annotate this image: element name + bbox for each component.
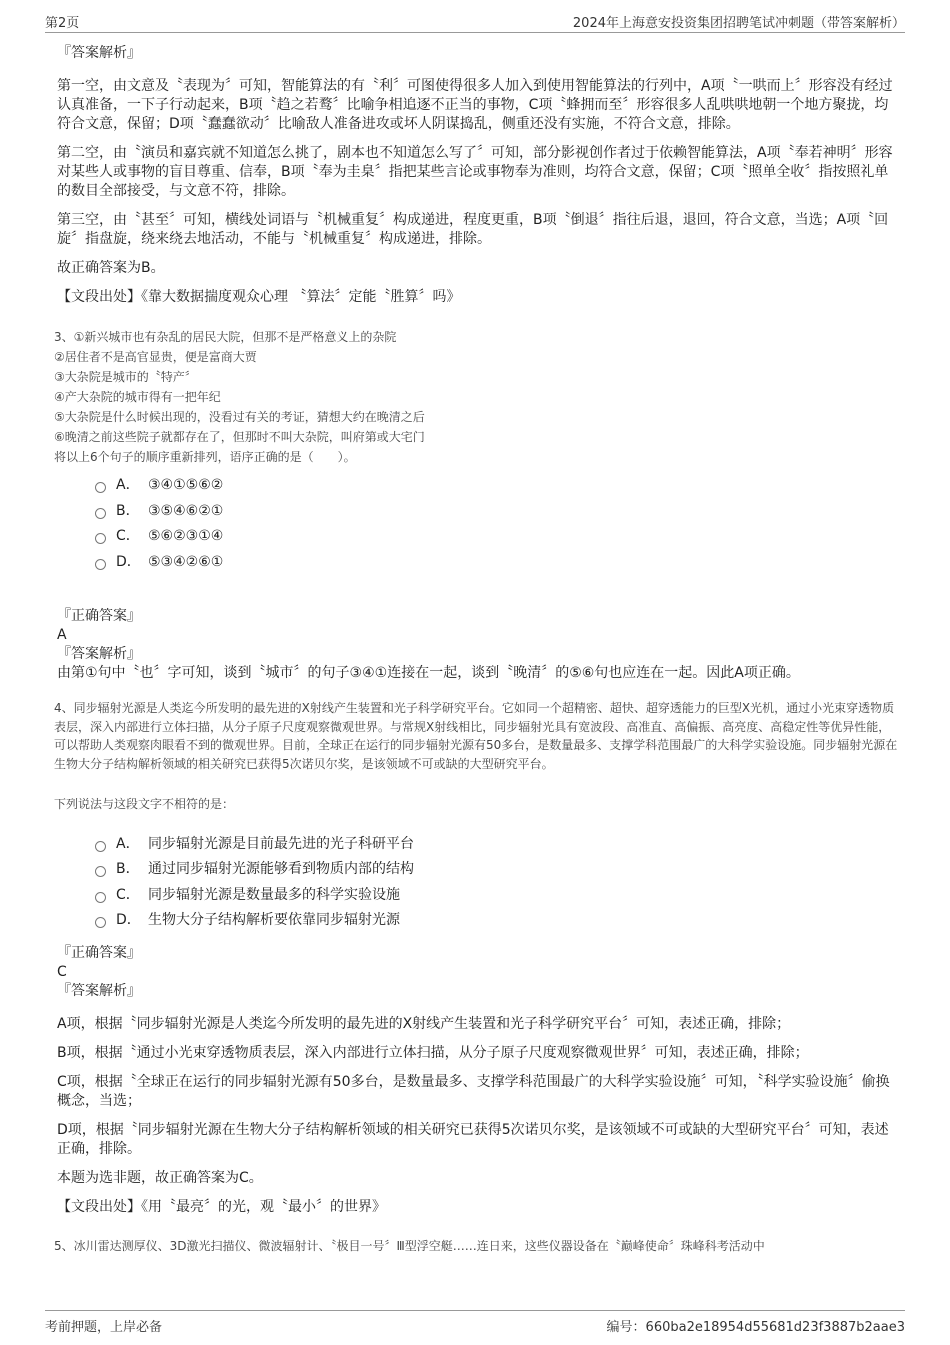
document-id: 编号：660ba2e18954d55681d23f3887b2aae3 xyxy=(606,1320,905,1335)
q4-analysis-para-a: A项，根据〝同步辐射光源是人类迄今所发明的最先进的X射线产生装置和光子科学研究平台〞可知，表述正确，排除； xyxy=(57,1015,791,1032)
q3-option-a[interactable] xyxy=(95,473,902,499)
question-5 xyxy=(54,1237,902,1256)
radio-icon[interactable] xyxy=(95,866,106,877)
q3-line-6: ⑥晚清之前这些院子就都存在了，但那时不叫大杂院，叫府第或大宅门 xyxy=(54,430,425,444)
question-4 xyxy=(54,699,902,814)
q4-analysis-para-c: C项，根据〝全球正在运行的同步辐射光源有50多台，是数量最多、支撑学科范围最广的大科学实验设施〞可知，〝科学实验设施〞偷换概念，当选； xyxy=(57,1073,890,1109)
q2-source: 【文段出处】《靠大数据揣度观众心理 〝算法〞定能〝胜算〞吗》 xyxy=(57,289,461,305)
q3-line-2: ②居住者不是高官显贵，便是富商大贾 xyxy=(54,350,257,364)
option-text: 同步辐射光源是数量最多的科学实验设施 xyxy=(148,886,400,903)
q4-option-d[interactable] xyxy=(95,908,902,934)
option-key: A． xyxy=(116,835,140,852)
q3-analysis: 由第①句中〝也〞字可知，谈到〝城市〞的句子③④①连接在一起，谈到〝晚清〞的⑤⑥句也应连在一起。因此A项正确。 xyxy=(57,665,800,681)
option-key: B． xyxy=(116,502,140,519)
q4-conclusion: 本题为选非题，故正确答案为C。 xyxy=(57,1169,263,1186)
option-text: ③④①⑤⑥② xyxy=(148,477,224,493)
q4-option-a[interactable] xyxy=(95,832,902,858)
document-title: 2024年上海意安投资集团招聘笔试冲刺题（带答案解析） xyxy=(572,16,905,31)
q4-analysis-para-d: D项，根据〝同步辐射光源在生物大分子结构解析领域的相关研究已获得5次诺贝尔奖，是该领域不可或缺的大型研究平台〞可知，表述正确，排除。 xyxy=(57,1121,889,1157)
q2-analysis-para-1: 第一空，由文意及〝表现为〞可知，智能算法的有〝利〞可图使得很多人加入到使用智能算法的行列中，A项〝一哄而上〞形容没有经过认真准备，一下子行动起来，B项〝趋之若鹜〞比喻争相追逐不正当的事物，C项〝蜂拥而至〞形容很多人乱哄哄地朝一个地方聚拢，均符合文意，保留；D项〝蠢蠢欲动〞比喻敌人准备进攻或坏人阴谋捣乱，侧重还没有实施，不符合文意，排除。 xyxy=(57,78,893,132)
q3-analysis-label: 『答案解析』 xyxy=(57,646,141,662)
q3-correct-label: 『正确答案』 xyxy=(57,608,141,624)
q3-option-d[interactable] xyxy=(95,550,902,576)
q3-line-4: ④产大杂院的城市得有一把年纪 xyxy=(54,390,221,404)
option-key: D． xyxy=(116,553,141,570)
option-key: A． xyxy=(116,477,140,493)
page-footer xyxy=(45,1310,905,1337)
q4-question: 下列说法与这段文字不相符的是： xyxy=(54,797,235,811)
option-key: C． xyxy=(116,886,140,903)
radio-icon[interactable] xyxy=(95,559,106,570)
q3-option-c[interactable] xyxy=(95,524,902,550)
q3-option-b[interactable] xyxy=(95,499,902,525)
page-header xyxy=(45,8,905,33)
option-key: D． xyxy=(116,912,141,928)
option-text: 生物大分子结构解析要依靠同步辐射光源 xyxy=(148,912,400,928)
q3-line-3: ③大杂院是城市的〝特产〞 xyxy=(54,370,197,384)
footer-slogan: 考前押题，上岸必备 xyxy=(45,1320,163,1335)
q2-analysis-para-2: 第二空，由〝演员和嘉宾就不知道怎么挑了，剧本也不知道怎么写了〞可知，部分影视创作者过于依赖智能算法，A项〝奉若神明〞形容对某些人或事物的盲目尊重、信奉，B项〝奉为圭臬〞指把某些言论或事物奉为准则，均符合文意，保留；C项〝照单全收〞指按照礼单的数目全部接受，与文意不符，排除。 xyxy=(57,145,893,199)
radio-icon[interactable] xyxy=(95,533,106,544)
radio-icon[interactable] xyxy=(95,508,106,519)
q3-options xyxy=(95,473,902,575)
option-text: 通过同步辐射光源能够看到物质内部的结构 xyxy=(148,861,414,877)
radio-icon[interactable] xyxy=(95,892,106,903)
q5-stem: 5、冰川雷达测厚仪、3D激光扫描仪、微波辐射计、〝极目一号〞Ⅲ型浮空艇……连日来，这些仪器设备在〝巅峰使命〞珠峰科考活动中 xyxy=(54,1238,765,1253)
q4-analysis-para-b: B项，根据〝通过小光束穿透物质表层，深入内部进行立体扫描，从分子原子尺度观察微观世界〞可知，表述正确，排除； xyxy=(57,1044,809,1061)
page-content xyxy=(54,44,902,1255)
option-text: 同步辐射光源是目前最先进的光子科研平台 xyxy=(148,835,414,852)
q3-correct-answer: A xyxy=(57,627,67,643)
radio-icon[interactable] xyxy=(95,917,106,928)
q4-source: 【文段出处】《用〝最亮〞的光，观〝最小〞的世界》 xyxy=(57,1198,386,1215)
q2-analysis-para-3: 第三空，由〝甚至〞可知，横线处词语与〝机械重复〞构成递进，程度更重，B项〝倒退〞指往后退，退回，符合文意，当选；A项〝回旋〞指盘旋，绕来绕去地活动，不能与〝机械重复〞构成递进，排除。 xyxy=(57,212,889,247)
q3-line-5: ⑤大杂院是什么时候出现的，没看过有关的考证，猜想大约在晚清之后 xyxy=(54,410,425,424)
question-3 xyxy=(54,327,902,467)
radio-icon[interactable] xyxy=(95,841,106,852)
q2-conclusion: 故正确答案为B。 xyxy=(57,260,165,276)
q4-option-b[interactable] xyxy=(95,857,902,883)
q3-prompt: 将以上6个句子的顺序重新排列，语序正确的是（ ）。 xyxy=(54,450,356,464)
q4-options xyxy=(95,832,902,934)
option-key: B． xyxy=(116,861,140,877)
q4-correct-label: 『正确答案』 xyxy=(57,944,141,961)
option-key: C． xyxy=(116,528,140,544)
q4-correct-answer: C xyxy=(57,963,67,980)
q4-option-c[interactable] xyxy=(95,883,902,909)
q4-stem: 4、同步辐射光源是人类迄今所发明的最先进的X射线产生装置和光子科学研究平台。它如同一个超精密、超快、超穿透能力的巨型X光机，通过小光束穿透物质表层，深入内部进行立体扫描，从分子原子尺度观察微观世界。与常规X射线相比，同步辐射光具有宽波段、高准直、高偏振、高亮度、高稳定性等优异性能，可以帮助人类观察肉眼看不到的微观世界。目前，全球正在运行的同步辐射光源有50多台，是数量最多、支撑学科范围最广的大科学实验设施。同步辐射光源在生物大分子结构解析领域的相关研究已获得5次诺贝尔奖，是该领域不可或缺的大型研究平台。 xyxy=(54,701,898,771)
q4-analysis-label: 『答案解析』 xyxy=(57,982,141,999)
option-text: ⑤③④②⑥① xyxy=(148,553,224,570)
radio-icon[interactable] xyxy=(95,482,106,493)
q3-line-1: 3、①新兴城市也有杂乱的居民大院，但那不是严格意义上的杂院 xyxy=(54,330,397,344)
page-number: 第2页 xyxy=(45,16,80,31)
q2-analysis-label: 『答案解析』 xyxy=(57,45,141,61)
option-text: ③⑤④⑥②① xyxy=(148,502,224,519)
option-text: ⑤⑥②③①④ xyxy=(148,528,224,544)
